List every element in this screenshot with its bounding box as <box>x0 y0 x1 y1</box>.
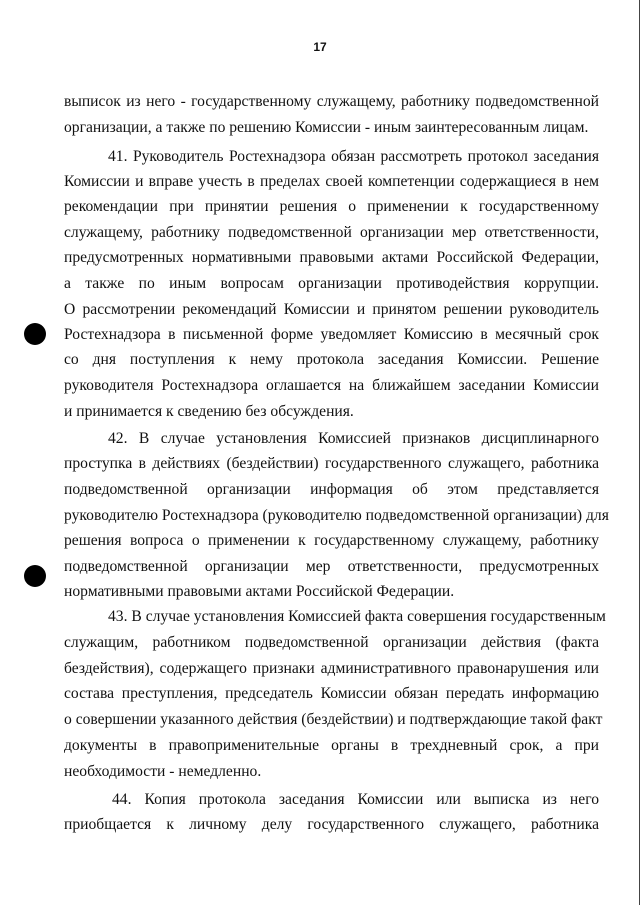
text-line: подведомственной организации мер ответственности, предусмотренных <box>64 558 599 575</box>
text-line: 44. Копия протокола заседания Комиссии или выписка из него <box>112 791 599 808</box>
text-line: состава преступления, председатель Комиссии обязан передать информацию <box>64 685 599 702</box>
text-line: предусмотренных нормативными правовыми актами Российской Федерации, <box>64 249 599 266</box>
text-line: а также по иным вопросам организации противодействия коррупции. <box>64 275 599 292</box>
text-line: руководителю Ростехнадзора (руководителю подведомственной организации) для <box>64 507 609 524</box>
text-line: 42. В случае установления Комиссией признаков дисциплинарного <box>108 430 599 447</box>
text-line: со дня поступления к нему протокола заседания Комиссии. Решение <box>64 351 599 368</box>
text-line: Комиссии и вправе учесть в пределах своей компетенции содержащиеся в нем <box>64 173 599 190</box>
text-line: и принимается к сведению без обсуждения. <box>64 403 354 420</box>
text-line: необходимости - немедленно. <box>64 763 262 780</box>
text-line: О рассмотрении рекомендаций Комиссии и принятом решении руководитель <box>64 301 599 318</box>
text-line: подведомственной организации информация об этом представляется <box>64 481 599 498</box>
text-line: приобщается к личному делу государственного служащего, работника <box>64 816 599 833</box>
text-line: служащему, работнику подведомственной организации мер ответственности, <box>64 224 599 241</box>
text-line: проступка в действиях (бездействии) государственного служащего, работника <box>64 455 599 472</box>
text-line: организации, а также по решению Комиссии - иным заинтересованным лицам. <box>64 119 589 136</box>
text-line: руководителя Ростехнадзора оглашается на ближайшем заседании Комиссии <box>64 377 599 394</box>
binding-hole <box>24 323 46 345</box>
text-line: 43. В случае установления Комиссией факта совершения государственным <box>108 608 606 625</box>
text-line: рекомендации при принятии решения о применении к государственному <box>64 198 599 215</box>
text-line: выписок из него - государственному служащему, работнику подведомственной <box>64 93 599 110</box>
text-line: Ростехнадзора в письменной форме уведомляет Комиссию в месячный срок <box>64 326 599 343</box>
text-line: служащим, работником подведомственной организации действия (факта <box>64 634 599 651</box>
text-line: бездействия), содержащего признаки административного правонарушения или <box>64 660 599 677</box>
text-line: нормативными правовыми актами Российской Федерации. <box>64 583 455 600</box>
text-line: документы в правоприменительные органы в трехдневный срок, а при <box>64 737 599 754</box>
text-line: решения вопроса о применении к государственному служащему, работнику <box>64 532 599 549</box>
text-line: о совершении указанного действия (бездействии) и подтверждающие такой факт <box>64 711 603 728</box>
text-line: 41. Руководитель Ростехнадзора обязан рассмотреть протокол заседания <box>108 148 599 165</box>
binding-hole <box>24 565 46 587</box>
page-number: 17 <box>313 40 327 54</box>
